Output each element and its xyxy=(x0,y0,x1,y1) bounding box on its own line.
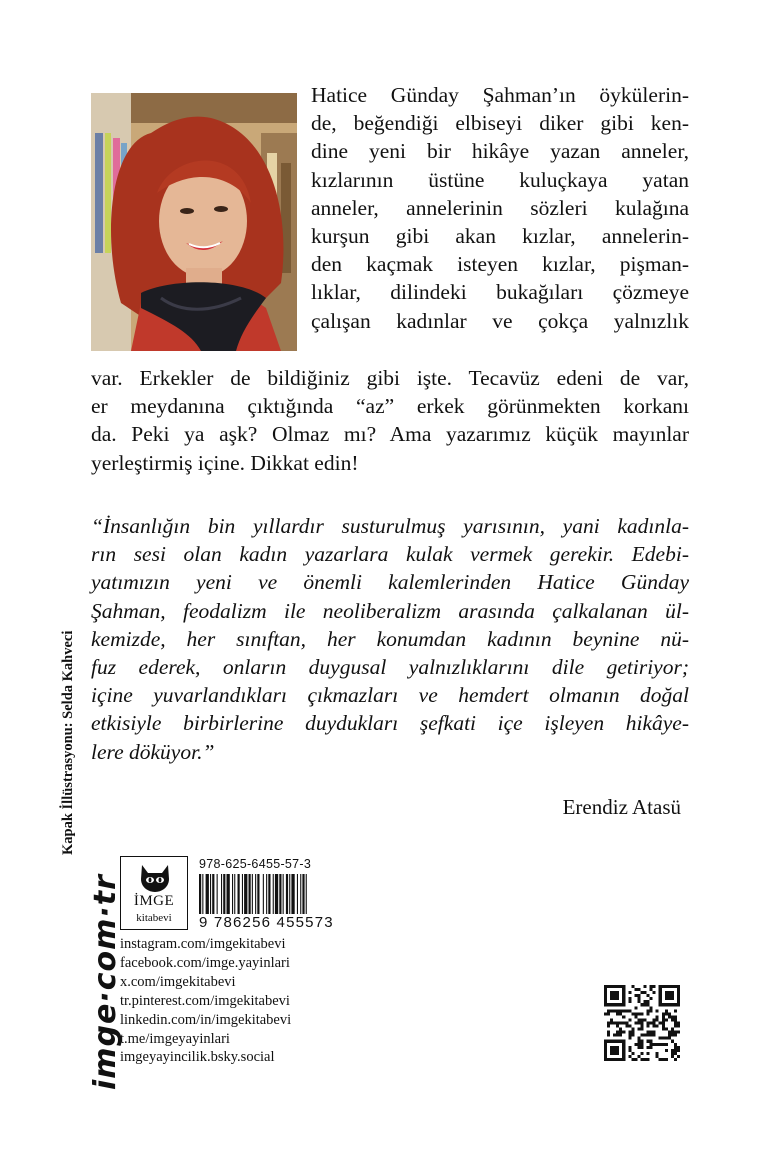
qr-module xyxy=(662,1058,665,1061)
blurb-line: den kaçmak isteyen kızlar, pişman- xyxy=(311,252,689,277)
qr-module xyxy=(644,1018,647,1021)
qr-module xyxy=(631,1028,634,1031)
qr-module xyxy=(674,1025,677,1028)
qr-module xyxy=(631,1052,634,1055)
link-x[interactable]: x.com/imgekitabevi xyxy=(120,973,236,990)
qr-module xyxy=(656,1043,659,1046)
qr-module xyxy=(637,988,640,991)
qr-module xyxy=(656,1018,659,1021)
qr-module xyxy=(668,1012,671,1015)
qr-module xyxy=(665,1043,668,1046)
qr-module xyxy=(647,1025,650,1028)
quote-line: etkisiyle birbirlerine duydukları şefkati içe işleyen hikâye- xyxy=(91,711,689,736)
barcode-bar xyxy=(283,874,284,914)
qr-module xyxy=(647,1021,650,1024)
qr-module xyxy=(640,1012,643,1015)
qr-module xyxy=(677,1021,680,1024)
qr-module xyxy=(640,1018,643,1021)
qr-module xyxy=(616,1025,619,1028)
qr-module xyxy=(674,1015,677,1018)
qr-module xyxy=(671,1015,674,1018)
qr-module xyxy=(622,1015,625,1018)
cat-icon xyxy=(138,863,172,893)
qr-module xyxy=(674,1009,677,1012)
barcode-bar xyxy=(291,874,294,914)
qr-module xyxy=(631,1058,634,1061)
quote-line: “İnsanlığın bin yıllardır susturulmuş yarısının, yani kadınla- xyxy=(91,514,689,538)
qr-module xyxy=(665,1037,668,1040)
barcode-bar xyxy=(244,874,247,914)
qr-module xyxy=(604,1012,607,1015)
link-facebook[interactable]: facebook.com/imge.yayinlari xyxy=(120,954,290,971)
qr-module xyxy=(665,1049,668,1052)
qr-module xyxy=(644,1003,647,1006)
qr-module xyxy=(613,1021,616,1024)
quote-line: yatımızın yeni ve önemli kalemlerinden Hatice Günday xyxy=(91,570,689,595)
qr-module xyxy=(677,1046,680,1049)
barcode-bar xyxy=(275,874,278,914)
qr-module xyxy=(671,1055,674,1058)
barcode-bar xyxy=(212,874,214,914)
isbn-text: 978-625-6455-57-3 xyxy=(199,857,312,871)
qr-module xyxy=(674,1031,677,1034)
qr-module xyxy=(647,1058,650,1061)
barcode-bar xyxy=(217,874,218,914)
barcode-bar xyxy=(257,874,259,914)
publisher-sub: kitabevi xyxy=(136,912,172,924)
qr-module xyxy=(653,1025,656,1028)
blurb-line: kızlarının üstüne kuluçkaya yatan xyxy=(311,167,689,192)
qr-finder-core xyxy=(665,991,674,1000)
qr-module xyxy=(656,1052,659,1055)
qr-module xyxy=(653,1031,656,1034)
qr-module xyxy=(647,1012,650,1015)
qr-module xyxy=(653,1034,656,1037)
barcode-bar xyxy=(306,874,307,914)
qr-module xyxy=(610,1018,613,1021)
qr-module xyxy=(610,1009,613,1012)
qr-module xyxy=(650,1021,653,1024)
qr-module xyxy=(637,1012,640,1015)
qr-module xyxy=(674,1049,677,1052)
blurb-line: kurşun gibi akan kızlar, annelerin- xyxy=(311,224,689,249)
blurb-line: dine yeni bir hikâye yazan anneler, xyxy=(311,139,689,164)
qr-module xyxy=(607,1009,610,1012)
qr-module xyxy=(628,1046,631,1049)
qr-module xyxy=(637,994,640,997)
qr-module xyxy=(665,1012,668,1015)
qr-module xyxy=(640,1046,643,1049)
quote-line: kemizde, her sınıftan, her konumdan kadının beynine nü- xyxy=(91,626,689,651)
qr-module xyxy=(677,1031,680,1034)
qr-module xyxy=(671,1049,674,1052)
qr-module xyxy=(677,1049,680,1052)
qr-module xyxy=(650,1046,653,1049)
quote-line: Şahman, feodalizm ile neoliberalizm arasında çalkalanan ül- xyxy=(91,598,689,623)
qr-module xyxy=(662,1021,665,1024)
qr-module xyxy=(677,1025,680,1028)
qr-module xyxy=(637,1037,640,1040)
qr-module xyxy=(671,1031,674,1034)
barcode-bar xyxy=(302,874,304,914)
qr-module xyxy=(674,1058,677,1061)
barcode-bar xyxy=(252,874,253,914)
qr-module xyxy=(640,1025,643,1028)
qr-module xyxy=(644,1034,647,1037)
barcode-bar xyxy=(273,874,274,914)
qr-module xyxy=(628,1034,631,1037)
qr-module xyxy=(662,1025,665,1028)
qr-module xyxy=(607,1025,610,1028)
barcode-bar xyxy=(249,874,251,914)
qr-module xyxy=(647,1031,650,1034)
qr-module xyxy=(637,1046,640,1049)
barcode-bar xyxy=(263,874,264,914)
qr-module xyxy=(662,1018,665,1021)
barcode-bar xyxy=(268,874,270,914)
qr-module xyxy=(619,1031,622,1034)
qr-module xyxy=(613,1034,616,1037)
qr-module xyxy=(619,1021,622,1024)
barcode-bar xyxy=(289,874,290,914)
qr-module xyxy=(637,1021,640,1024)
qr-module xyxy=(674,1018,677,1021)
qr-module xyxy=(653,985,656,988)
barcode-bar xyxy=(279,874,281,914)
isbn-digits: 9 786256 455573 xyxy=(199,914,334,931)
qr-module xyxy=(674,1021,677,1024)
qr-module xyxy=(640,991,643,994)
qr-module xyxy=(647,1040,650,1043)
qr-module xyxy=(622,1031,625,1034)
quote-line: rın sesi olan kadın yazarlara kulak vermek gerekir. Edebi- xyxy=(91,542,689,567)
qr-module xyxy=(659,1043,662,1046)
credit-text: Kapak İllüstrasyonu: Selda Kahveci xyxy=(60,630,76,855)
qr-module xyxy=(662,1043,665,1046)
qr-module xyxy=(616,1031,619,1034)
qr-module xyxy=(668,1037,671,1040)
qr-module xyxy=(628,997,631,1000)
qr-module xyxy=(607,1034,610,1037)
qr-module xyxy=(674,1052,677,1055)
qr-module xyxy=(637,1028,640,1031)
qr-module xyxy=(634,994,637,997)
qr-module xyxy=(640,1040,643,1043)
qr-module xyxy=(674,1034,677,1037)
qr-module xyxy=(631,1031,634,1034)
qr-module xyxy=(634,1058,637,1061)
qr-module xyxy=(631,985,634,988)
qr-module xyxy=(665,1018,668,1021)
link-instagram[interactable]: instagram.com/imgekitabevi xyxy=(120,936,286,952)
barcode-bar xyxy=(232,874,233,914)
barcode-bar xyxy=(234,874,235,914)
quote-line: içine yuvarlandıkları çıkmazları ve hemdert olmanın doğal xyxy=(91,683,689,708)
barcode-bar xyxy=(242,874,243,914)
qr-module xyxy=(634,1006,637,1009)
qr-module xyxy=(625,1009,628,1012)
qr-module xyxy=(619,1034,622,1037)
qr-module xyxy=(616,1012,619,1015)
qr-module xyxy=(668,1034,671,1037)
blurb-line: çalışan kadınlar ve çokça yalnızlık xyxy=(311,308,689,333)
qr-module xyxy=(628,1049,631,1052)
qr-module xyxy=(662,1015,665,1018)
barcode xyxy=(199,874,352,914)
qr-module xyxy=(653,1018,656,1021)
qr-module xyxy=(647,1034,650,1037)
quote-author: Erendiz Atasü xyxy=(562,795,681,819)
qr-module xyxy=(622,1021,625,1024)
barcode-bar xyxy=(210,874,211,914)
blurb-line: da. Peki ya aşk? Olmaz mı? Ama yazarımız küçük mayınlar xyxy=(91,422,689,447)
link-pinterest[interactable]: tr.pinterest.com/imgekitabevi xyxy=(120,992,290,1009)
barcode-bar xyxy=(300,874,301,914)
qr-module xyxy=(637,1018,640,1021)
qr-module xyxy=(650,988,653,991)
blurb-line: lıklar, dilindeki bukağıları çözmeye xyxy=(311,280,689,305)
qr-module xyxy=(634,1021,637,1024)
qr-module xyxy=(613,1009,616,1012)
qr-module xyxy=(628,1025,631,1028)
qr-module xyxy=(662,1037,665,1040)
qr-module xyxy=(659,1058,662,1061)
barcode-bar xyxy=(297,874,298,914)
qr-module xyxy=(647,1052,650,1055)
qr-module xyxy=(653,1021,656,1024)
qr-module xyxy=(656,1009,659,1012)
qr-module xyxy=(671,1028,674,1031)
qr-module xyxy=(662,1012,665,1015)
qr-module xyxy=(665,1028,668,1031)
qr-module xyxy=(619,1009,622,1012)
website-text[interactable]: imge·com·tr xyxy=(88,874,123,1090)
blurb-line: er meydanına çıktığında “az” erkek görünmekten korkanı xyxy=(91,394,689,419)
qr-module xyxy=(640,1034,643,1037)
qr-module xyxy=(607,1012,610,1015)
qr-module xyxy=(647,994,650,997)
qr-module xyxy=(640,1052,643,1055)
qr-module xyxy=(619,1012,622,1015)
blurb-line: var. Erkekler de bildiğiniz gibi işte. Tecavüz edeni de var, xyxy=(91,366,689,390)
qr-module xyxy=(671,1018,674,1021)
blurb-line: yerleştirmiş içine. Dikkat edin! xyxy=(91,450,359,475)
blurb-side-text xyxy=(311,81,689,335)
qr-module xyxy=(634,1015,637,1018)
qr-code[interactable] xyxy=(604,985,680,1061)
qr-module xyxy=(640,1028,643,1031)
barcode-bar xyxy=(286,874,288,914)
quote-line: lere döküyor.” xyxy=(91,739,215,764)
qr-module xyxy=(650,1031,653,1034)
qr-module xyxy=(653,991,656,994)
qr-module xyxy=(656,1015,659,1018)
qr-module xyxy=(671,1040,674,1043)
qr-module xyxy=(659,1021,662,1024)
qr-module xyxy=(656,1055,659,1058)
qr-module xyxy=(628,1000,631,1003)
qr-module xyxy=(637,1040,640,1043)
qr-module xyxy=(628,1031,631,1034)
qr-module xyxy=(628,991,631,994)
qr-module xyxy=(644,991,647,994)
barcode-bar xyxy=(223,874,225,914)
qr-module xyxy=(665,1009,668,1012)
qr-module xyxy=(671,1052,674,1055)
qr-module xyxy=(628,1037,631,1040)
qr-module xyxy=(637,1000,640,1003)
qr-module xyxy=(647,1003,650,1006)
qr-module xyxy=(634,1043,637,1046)
link-telegram[interactable]: t.me/imgeyayinlari xyxy=(120,1030,230,1047)
qr-module xyxy=(662,1028,665,1031)
qr-module xyxy=(644,1058,647,1061)
blurb-line: de, beğendiği elbiseyi diker gibi ken- xyxy=(311,111,689,136)
blurb-line: anneler, annelerinin sözleri kulağına xyxy=(311,195,689,220)
qr-module xyxy=(640,1003,643,1006)
barcode-bar xyxy=(255,874,256,914)
qr-module xyxy=(637,1043,640,1046)
qr-module xyxy=(668,1031,671,1034)
qr-module xyxy=(637,1055,640,1058)
qr-module xyxy=(619,1028,622,1031)
blurb-full-text xyxy=(91,364,689,477)
review-quote xyxy=(91,512,689,766)
qr-module xyxy=(644,1000,647,1003)
qr-module xyxy=(634,1012,637,1015)
qr-module xyxy=(640,1058,643,1061)
quote-line: fuz ederek, onların duygusal yalnızlıklarını dile getiriyor; xyxy=(91,655,689,680)
qr-module xyxy=(628,1018,631,1021)
qr-module xyxy=(628,1055,631,1058)
link-linkedin[interactable]: linkedin.com/in/imgekitabevi xyxy=(120,1011,292,1028)
qr-module xyxy=(647,1009,650,1012)
qr-module xyxy=(622,1009,625,1012)
qr-module xyxy=(650,1043,653,1046)
qr-module xyxy=(634,988,637,991)
social-links xyxy=(120,935,291,1067)
qr-module xyxy=(640,1021,643,1024)
qr-module xyxy=(674,1043,677,1046)
qr-module xyxy=(665,1058,668,1061)
qr-module xyxy=(647,1046,650,1049)
qr-module xyxy=(650,985,653,988)
qr-finder-core xyxy=(610,1046,619,1055)
publisher-brand: İMGE xyxy=(133,893,175,909)
qr-module xyxy=(640,1043,643,1046)
qr-module xyxy=(668,1015,671,1018)
qr-module xyxy=(625,1021,628,1024)
qr-module xyxy=(650,1040,653,1043)
qr-module xyxy=(674,1046,677,1049)
qr-module xyxy=(631,1034,634,1037)
qr-module xyxy=(628,1009,631,1012)
qr-module xyxy=(607,1021,610,1024)
barcode-bar xyxy=(221,874,222,914)
qr-module xyxy=(650,1034,653,1037)
qr-module xyxy=(616,1021,619,1024)
qr-module xyxy=(616,1009,619,1012)
publisher-logo xyxy=(120,856,188,930)
qr-module xyxy=(637,997,640,1000)
qr-module xyxy=(610,1021,613,1024)
barcode-bar xyxy=(227,874,230,914)
qr-finder-core xyxy=(610,991,619,1000)
barcode-bar xyxy=(199,874,201,914)
link-bluesky[interactable]: imgeyayincilik.bsky.social xyxy=(120,1049,275,1066)
barcode-bar xyxy=(202,874,203,914)
barcode-bar xyxy=(206,874,209,914)
qr-module xyxy=(607,1031,610,1034)
qr-module xyxy=(671,1034,674,1037)
qr-module xyxy=(650,1009,653,1012)
qr-module xyxy=(625,1025,628,1028)
qr-module xyxy=(650,997,653,1000)
qr-module xyxy=(656,1025,659,1028)
qr-module xyxy=(616,1034,619,1037)
qr-module xyxy=(650,1006,653,1009)
author-photo xyxy=(91,93,297,351)
qr-module xyxy=(631,1012,634,1015)
qr-module xyxy=(647,1000,650,1003)
blurb-line: Hatice Günday Şahman’ın öykülerin- xyxy=(311,83,689,107)
qr-module xyxy=(653,1043,656,1046)
qr-module xyxy=(677,1055,680,1058)
barcode-bar xyxy=(238,874,240,914)
qr-module xyxy=(644,985,647,988)
barcode-bar xyxy=(266,874,267,914)
qr-module xyxy=(659,1037,662,1040)
